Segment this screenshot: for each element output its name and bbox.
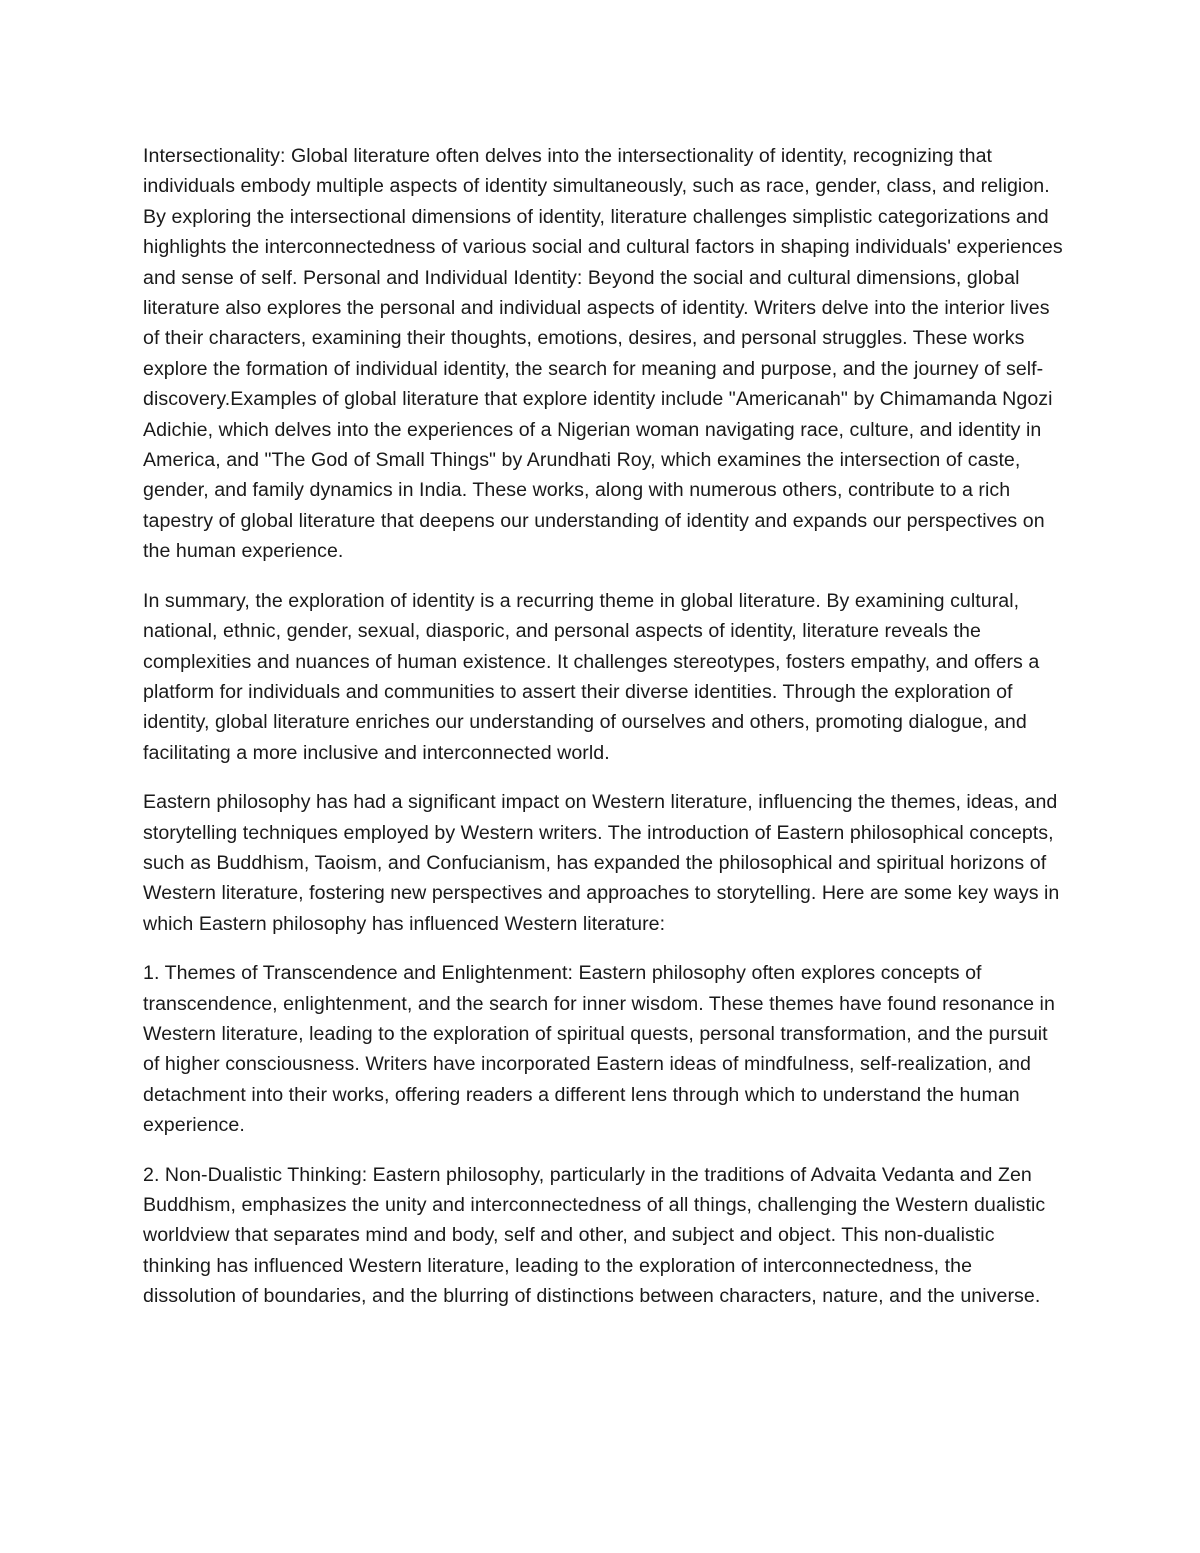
paragraph-intersectionality: Intersectionality: Global literature often delves into the intersectionality of identity, recognizing that individuals embody multiple aspects of identity simultaneously, such as race, gender, class, and religion. By exploring the intersectional dimensions of identity, literature challenges simplistic categorizations and highlights the interconnectedness of various social and cultural factors in shaping individuals' experiences and sense of self. Personal and Individual Identity: Beyond the social and cultural dimensions, global literature also explores the personal and individual aspects of identity. Writers delve into the interior lives of their characters, examining their thoughts, emotions, desires, and personal struggles. These works explore the formation of individual identity, the search for meaning and purpose, and the journey of self-discovery.Examples of global literature that explore identity include "Americanah" by Chimamanda Ngozi Adichie, which delves into the experiences of a Nigerian woman navigating race, culture, and identity in America, and "The God of Small Things" by Arundhati Roy, which examines the intersection of caste, gender, and family dynamics in India. These works, along with numerous others, contribute to a rich tapestry of global literature that deepens our understanding of identity and expands our perspectives on the human experience.: [143, 145, 1063, 563]
paragraph-eastern-philosophy: Eastern philosophy has had a significant impact on Western literature, influencing the themes, ideas, and storytelling techniques employed by Western writers. The introduction of Eastern philosophical concepts, such as Buddhism, Taoism, and Confucianism, has expanded the philosophical and spiritual horizons of Western literature, fostering new perspectives and approaches to storytelling. Here are some key ways in which Eastern philosophy has influenced Western literature:: [143, 791, 1060, 935]
paragraph-summary: In summary, the exploration of identity is a recurring theme in global literature. By examining cultural, national, ethnic, gender, sexual, diasporic, and personal aspects of identity, literature reveals the complexities and nuances of human existence. It challenges stereotypes, fosters empathy, and offers a platform for individuals and communities to assert their diverse identities. Through the exploration of identity, global literature enriches our understanding of ourselves and others, promoting dialogue, and facilitating a more inclusive and interconnected world.: [143, 589, 1040, 764]
document-body: [143, 141, 1063, 1331]
paragraph-transcendence: 1. Themes of Transcendence and Enlightenment: Eastern philosophy often explores concepts of transcendence, enlightenment, and the search for inner wisdom. These themes have found resonance in Western literature, leading to the exploration of spiritual quests, personal transformation, and the pursuit of higher consciousness. Writers have incorporated Eastern ideas of mindfulness, self-realization, and detachment into their works, offering readers a different lens through which to understand the human experience.: [143, 962, 1055, 1137]
paragraph-non-dualistic: 2. Non-Dualistic Thinking: Eastern philosophy, particularly in the traditions of Advaita Vedanta and Zen Buddhism, emphasizes the unity and interconnectedness of all things, challenging the Western dualistic worldview that separates mind and body, self and other, and subject and object. This non-dualistic thinking has influenced Western literature, leading to the exploration of interconnectedness, the dissolution of boundaries, and the blurring of distinctions between characters, nature, and the universe.: [143, 1163, 1046, 1308]
